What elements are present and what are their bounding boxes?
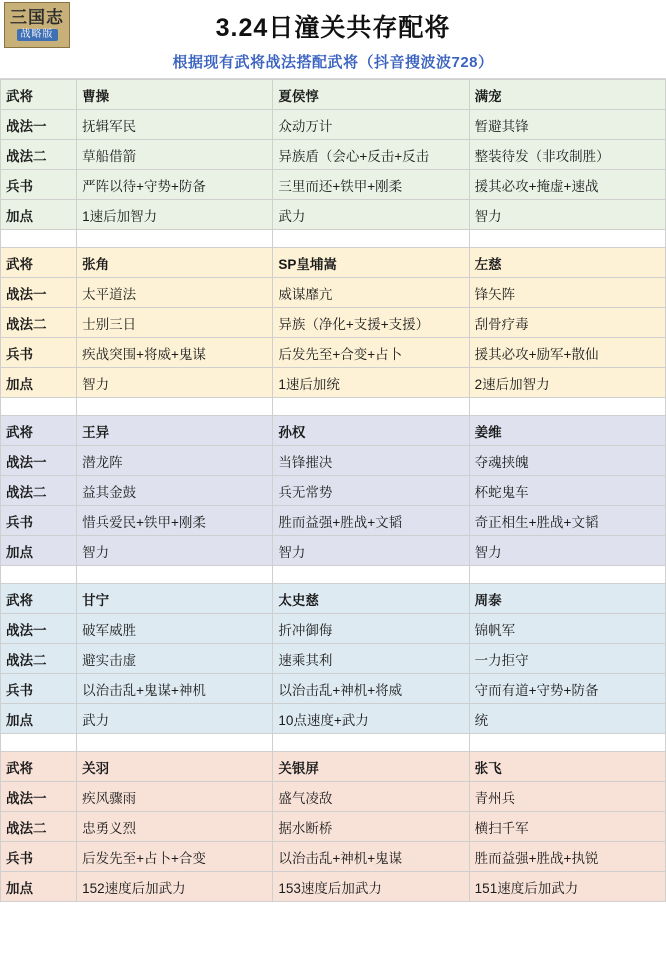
page-title: 3.24日潼关共存配将 bbox=[215, 14, 451, 42]
table-row bbox=[1, 842, 666, 872]
cell-general: 姜维 bbox=[469, 416, 665, 446]
table-row bbox=[1, 674, 666, 704]
spacer-cell bbox=[77, 398, 273, 416]
row-label-book: 兵书 bbox=[1, 506, 77, 536]
cell-points: 151速度后加武力 bbox=[469, 872, 665, 902]
cell-tactic2: 士别三日 bbox=[77, 308, 273, 338]
row-label-book: 兵书 bbox=[1, 170, 77, 200]
cell-tactic1: 潜龙阵 bbox=[77, 446, 273, 476]
table-row bbox=[1, 872, 666, 902]
cell-points: 1速后加统 bbox=[273, 368, 469, 398]
spacer-cell bbox=[273, 398, 469, 416]
cell-book: 三里而还+铁甲+刚柔 bbox=[273, 170, 469, 200]
cell-general: 夏侯惇 bbox=[273, 80, 469, 110]
row-label-tactic1: 战法一 bbox=[1, 446, 77, 476]
cell-book: 胜而益强+胜战+文韬 bbox=[273, 506, 469, 536]
cell-tactic2: 兵无常势 bbox=[273, 476, 469, 506]
cell-book: 胜而益强+胜战+执锐 bbox=[469, 842, 665, 872]
spacer-cell bbox=[77, 230, 273, 248]
spacer-cell bbox=[469, 230, 665, 248]
cell-book: 严阵以待+守势+防备 bbox=[77, 170, 273, 200]
cell-general: 王异 bbox=[77, 416, 273, 446]
cell-tactic1: 锦帆军 bbox=[469, 614, 665, 644]
cell-tactic2: 速乘其利 bbox=[273, 644, 469, 674]
cell-points: 武力 bbox=[77, 704, 273, 734]
cell-general: 曹操 bbox=[77, 80, 273, 110]
cell-tactic2: 整装待发（非攻制胜） bbox=[469, 140, 665, 170]
cell-book: 守而有道+守势+防备 bbox=[469, 674, 665, 704]
table-row bbox=[1, 506, 666, 536]
logo-title: 三国志 bbox=[10, 8, 64, 27]
cell-book: 奇正相生+胜战+文韬 bbox=[469, 506, 665, 536]
cell-tactic1: 威谋靡亢 bbox=[273, 278, 469, 308]
group-spacer bbox=[1, 230, 666, 248]
cell-tactic2: 据水断桥 bbox=[273, 812, 469, 842]
row-label-points: 加点 bbox=[1, 872, 77, 902]
cell-tactic2: 草船借箭 bbox=[77, 140, 273, 170]
cell-tactic2: 异族盾（会心+反击+反击 bbox=[273, 140, 469, 170]
row-label-tactic1: 战法一 bbox=[1, 278, 77, 308]
row-label-general: 武将 bbox=[1, 248, 77, 278]
cell-points: 智力 bbox=[273, 536, 469, 566]
cell-tactic1: 抚辑军民 bbox=[77, 110, 273, 140]
row-label-tactic2: 战法二 bbox=[1, 644, 77, 674]
table-row bbox=[1, 752, 666, 782]
spacer-cell bbox=[1, 398, 77, 416]
cell-tactic2: 刮骨疗毒 bbox=[469, 308, 665, 338]
cell-book: 以治击乱+神机+鬼谋 bbox=[273, 842, 469, 872]
row-label-book: 兵书 bbox=[1, 674, 77, 704]
table-row bbox=[1, 812, 666, 842]
table-row bbox=[1, 644, 666, 674]
table-row bbox=[1, 416, 666, 446]
app-logo bbox=[4, 2, 70, 48]
table-row bbox=[1, 782, 666, 812]
row-label-tactic1: 战法一 bbox=[1, 614, 77, 644]
cell-book: 援其必攻+励军+散仙 bbox=[469, 338, 665, 368]
row-label-tactic2: 战法二 bbox=[1, 812, 77, 842]
table-row bbox=[1, 584, 666, 614]
group-spacer bbox=[1, 566, 666, 584]
table-row bbox=[1, 704, 666, 734]
cell-book: 后发先至+占卜+合变 bbox=[77, 842, 273, 872]
spacer-cell bbox=[469, 734, 665, 752]
cell-book: 以治击乱+神机+将威 bbox=[273, 674, 469, 704]
cell-tactic2: 杯蛇鬼车 bbox=[469, 476, 665, 506]
table-row bbox=[1, 368, 666, 398]
cell-book: 疾战突围+将威+鬼谋 bbox=[77, 338, 273, 368]
cell-points: 智力 bbox=[77, 368, 273, 398]
table-row bbox=[1, 200, 666, 230]
cell-general: SP皇埔嵩 bbox=[273, 248, 469, 278]
logo-subtitle: 战略版 bbox=[17, 29, 58, 41]
table-row bbox=[1, 110, 666, 140]
table-row bbox=[1, 248, 666, 278]
row-label-book: 兵书 bbox=[1, 338, 77, 368]
spacer-cell bbox=[1, 734, 77, 752]
cell-general: 太史慈 bbox=[273, 584, 469, 614]
subtitle-row bbox=[0, 44, 666, 79]
cell-points: 智力 bbox=[77, 536, 273, 566]
cell-general: 甘宁 bbox=[77, 584, 273, 614]
cell-tactic1: 疾风骤雨 bbox=[77, 782, 273, 812]
cell-tactic1: 暂避其锋 bbox=[469, 110, 665, 140]
row-label-general: 武将 bbox=[1, 416, 77, 446]
table-row bbox=[1, 80, 666, 110]
cell-general: 张角 bbox=[77, 248, 273, 278]
cell-tactic2: 横扫千军 bbox=[469, 812, 665, 842]
cell-points: 统 bbox=[469, 704, 665, 734]
cell-points: 智力 bbox=[469, 536, 665, 566]
row-label-points: 加点 bbox=[1, 200, 77, 230]
spacer-cell bbox=[469, 566, 665, 584]
row-label-tactic2: 战法二 bbox=[1, 476, 77, 506]
cell-tactic2: 益其金鼓 bbox=[77, 476, 273, 506]
table-row bbox=[1, 278, 666, 308]
table-row bbox=[1, 536, 666, 566]
cell-general: 张飞 bbox=[469, 752, 665, 782]
cell-points: 1速后加智力 bbox=[77, 200, 273, 230]
group-spacer bbox=[1, 734, 666, 752]
cell-tactic2: 避实击虚 bbox=[77, 644, 273, 674]
table-row bbox=[1, 170, 666, 200]
spacer-cell bbox=[273, 230, 469, 248]
spacer-cell bbox=[1, 230, 77, 248]
row-label-tactic1: 战法一 bbox=[1, 782, 77, 812]
cell-general: 周泰 bbox=[469, 584, 665, 614]
cell-tactic2: 一力拒守 bbox=[469, 644, 665, 674]
spacer-cell bbox=[469, 398, 665, 416]
cell-book: 援其必攻+掩虚+速战 bbox=[469, 170, 665, 200]
row-label-points: 加点 bbox=[1, 368, 77, 398]
row-label-book: 兵书 bbox=[1, 842, 77, 872]
cell-points: 2速后加智力 bbox=[469, 368, 665, 398]
cell-tactic2: 异族（净化+支援+支援） bbox=[273, 308, 469, 338]
row-label-points: 加点 bbox=[1, 536, 77, 566]
cell-points: 152速度后加武力 bbox=[77, 872, 273, 902]
cell-book: 以治击乱+鬼谋+神机 bbox=[77, 674, 273, 704]
cell-points: 153速度后加武力 bbox=[273, 872, 469, 902]
cell-general: 孙权 bbox=[273, 416, 469, 446]
spacer-cell bbox=[1, 566, 77, 584]
group-spacer bbox=[1, 398, 666, 416]
table-row bbox=[1, 308, 666, 338]
cell-points: 智力 bbox=[469, 200, 665, 230]
cell-book: 惜兵爱民+铁甲+刚柔 bbox=[77, 506, 273, 536]
row-label-points: 加点 bbox=[1, 704, 77, 734]
cell-general: 左慈 bbox=[469, 248, 665, 278]
row-label-general: 武将 bbox=[1, 752, 77, 782]
cell-tactic1: 当锋摧决 bbox=[273, 446, 469, 476]
cell-tactic1: 众动万计 bbox=[273, 110, 469, 140]
cell-tactic1: 青州兵 bbox=[469, 782, 665, 812]
table-row bbox=[1, 446, 666, 476]
cell-general: 关银屏 bbox=[273, 752, 469, 782]
pairing-table bbox=[0, 79, 666, 902]
spacer-cell bbox=[77, 566, 273, 584]
cell-tactic1: 折冲御侮 bbox=[273, 614, 469, 644]
cell-points: 10点速度+武力 bbox=[273, 704, 469, 734]
cell-tactic1: 太平道法 bbox=[77, 278, 273, 308]
page-header bbox=[0, 0, 666, 44]
spacer-cell bbox=[77, 734, 273, 752]
row-label-tactic1: 战法一 bbox=[1, 110, 77, 140]
cell-tactic2: 忠勇义烈 bbox=[77, 812, 273, 842]
cell-general: 关羽 bbox=[77, 752, 273, 782]
table-row bbox=[1, 614, 666, 644]
cell-tactic1: 锋矢阵 bbox=[469, 278, 665, 308]
row-label-general: 武将 bbox=[1, 80, 77, 110]
row-label-general: 武将 bbox=[1, 584, 77, 614]
cell-tactic1: 盛气凌敌 bbox=[273, 782, 469, 812]
spacer-cell bbox=[273, 566, 469, 584]
table-row bbox=[1, 476, 666, 506]
cell-tactic1: 破军威胜 bbox=[77, 614, 273, 644]
cell-general: 满宠 bbox=[469, 80, 665, 110]
row-label-tactic2: 战法二 bbox=[1, 140, 77, 170]
cell-tactic1: 夺魂挟魄 bbox=[469, 446, 665, 476]
spacer-cell bbox=[273, 734, 469, 752]
cell-points: 武力 bbox=[273, 200, 469, 230]
cell-book: 后发先至+合变+占卜 bbox=[273, 338, 469, 368]
table-row bbox=[1, 338, 666, 368]
row-label-tactic2: 战法二 bbox=[1, 308, 77, 338]
page-subtitle: 根据现有武将战法搭配武将（抖音搜波波728） bbox=[172, 53, 494, 71]
table-row bbox=[1, 140, 666, 170]
